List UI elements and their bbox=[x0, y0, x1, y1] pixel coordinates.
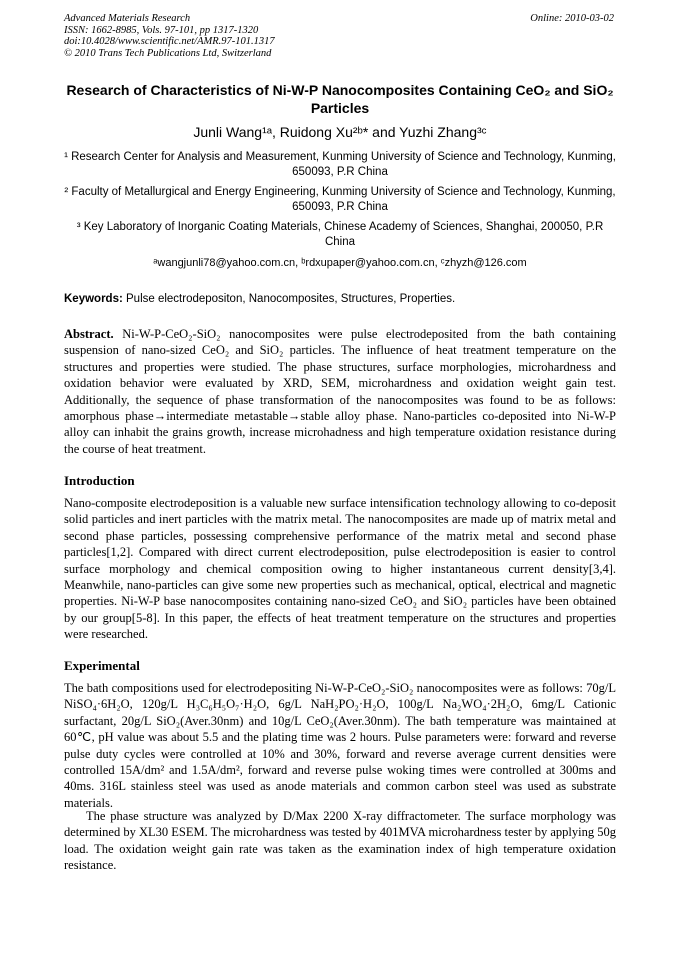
introduction-heading: Introduction bbox=[64, 473, 135, 488]
keywords-text: Pulse electrodepositon, Nanocomposites, Structures, Properties. bbox=[126, 293, 456, 305]
doi-line: doi:10.4028/www.scientific.net/AMR.97-101.1317 bbox=[64, 36, 275, 47]
introduction-text: Nano-composite electrodeposition is a valuable new surface intensification technology allowing to co-deposit solid particles and inert particles with the matrix metal. The nanocomposites are made up of matrix metal and second phase particles, possessing comprehensive performance of the matrix metal and second phase particles[1,2]. Compared with direct current electrodeposition, pulse electrodeposition is easier to control surface morphology and chemical composition owing to higher instantaneous current density[3,4]. Meanwhile, nano-particles can give some new properties such as mechanical, optical, electrical and magnetic properties. Ni-W-P base nanocomposites containing nano-sized CeO₂ and SiO₂ particles have been obtained by our group[5-8]. In this paper, the effects of heat treatment temperature on the structures and properties were researched. bbox=[64, 496, 616, 642]
experimental-paragraph-2: The phase structure was analyzed by D/Max 2200 X-ray diffractometer. The surface morphology was determined by XL30 ESEM. The microhardness was tested by 401MVA microhardness tester by applying 50g load. The oxidation weight gain rate was taken as the examination index of high temperature oxidation resistance. bbox=[64, 809, 616, 873]
journal-name: Advanced Materials Research bbox=[64, 13, 191, 24]
author-emails: ᵃwangjunli78@yahoo.com.cn, ᵇrdxupaper@yahoo.com.cn, ᶜzhyzh@126.com bbox=[153, 257, 527, 269]
abstract-text: Ni-W-P-CeO₂-SiO₂ nanocomposites were pulse electrodeposited from the bath containing suspension of nano-sized CeO₂ and SiO₂ particles. The influence of heat treatment temperature on the structures and properties were studied. The phase structures, surface morphologies, microhardness and oxidation behavior were evaluated by XRD, SEM, microhardness and oxidation weight gain test. Additionally, the sequence of phase transformation of the nanocomposites was found to be as follows: amorphous phase→intermediate metastable→stable alloy phase. Nano-particles co-deposited into Ni-W-P alloy can inhabit the grains growth, increase microhadness and high temperature oxidation resistance during the course of heat treatment. bbox=[64, 327, 617, 456]
abstract-label: Abstract. bbox=[64, 327, 114, 341]
author-list: Junli Wang¹ᵃ, Ruidong Xu²ᵇ* and Yuzhi Zhang³ᶜ bbox=[193, 124, 487, 140]
copyright-line: © 2010 Trans Tech Publications Ltd, Switzerland bbox=[64, 47, 272, 59]
keywords-label: Keywords: bbox=[64, 293, 123, 305]
issn-line: ISSN: 1662-8985, Vols. 97-101, pp 1317-1320 bbox=[64, 24, 259, 36]
experimental-heading: Experimental bbox=[64, 658, 140, 673]
affiliation-1: ¹ Research Center for Analysis and Measurement, Kunming University of Science and Technology, Kunming, 650093, P.R China bbox=[64, 151, 616, 178]
affiliation-3: ³ Key Laboratory of Inorganic Coating Materials, Chinese Academy of Sciences, Shanghai, 200050, P.R China bbox=[76, 221, 604, 248]
abstract bbox=[64, 326, 616, 457]
experimental-paragraph-1: The bath compositions used for electrodepositing Ni-W-P-CeO₂-SiO₂ nanocomposites were as follows: 70g/L NiSO₄·6H₂O, 120g/L H₃C₆H₅O₇·H₂O, 6g/L NaH₂PO₂·H₂O, 100g/L Na₂WO₄·2H₂O, 6mg/L Cationic surfactant, 20g/L SiO₂(Aver.30nm) and 10g/L CeO₂(Aver.30nm). The bath temperature was maintained at 60℃, pH value was about 5.5 and the plating time was 2 hours. Pulse parameters were: forward and reverse pulse duty cycles were controlled at 10% and 30%, forward and reverse average current densities were controlled 15A/dm² and 1.5A/dm², forward and reverse pulse woking times were controlled at 300ms and 40ms. 316L stainless steel was used as anode materials and common carbon steel was used as substrate materials. bbox=[64, 681, 616, 810]
affiliation-2: ² Faculty of Metallurgical and Energy Engineering, Kunming University of Science and Technology, Kunming, 650093, P.R China bbox=[64, 186, 616, 213]
paper-title: Research of Characteristics of Ni-W-P Nanocomposites Containing CeO₂ and SiO₂ Particles bbox=[66, 82, 614, 116]
keywords bbox=[64, 292, 616, 307]
online-date: Online: 2010-03-02 bbox=[530, 13, 614, 24]
